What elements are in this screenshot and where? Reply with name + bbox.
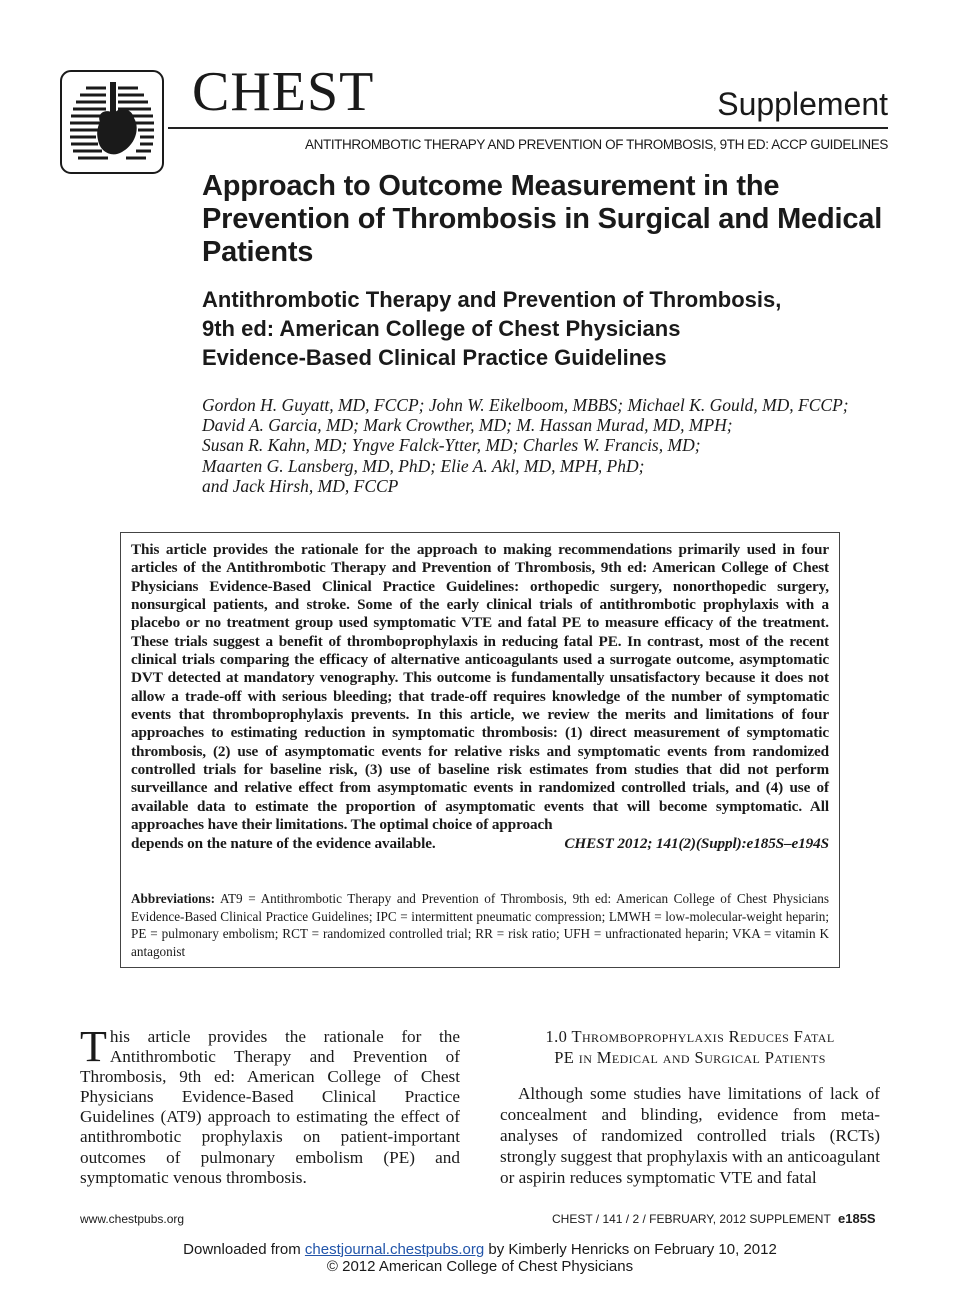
subtitle-line: Antithrombotic Therapy and Prevention of Thrombosis,: [202, 287, 782, 312]
footer-page-number: e185S: [838, 1211, 876, 1226]
author-line: David A. Garcia, MD; Mark Crowther, MD; M. Hassan Murad, MD, MPH;: [202, 415, 733, 436]
section-heading-line: 1.0 Thromboprophylaxis Reduces Fatal: [545, 1027, 835, 1046]
abstract-citation: CHEST 2012; 141(2)(Suppl):e185S–e194S: [564, 834, 829, 852]
download-notice: [0, 1241, 960, 1258]
author-list: [202, 395, 902, 496]
section-heading-line: PE in Medical and Surgical Patients: [554, 1047, 826, 1067]
journal-name: CHEST: [192, 61, 375, 123]
body-left-column: [80, 1022, 460, 1188]
abstract-last-text: depends on the nature of the evidence available.: [131, 834, 436, 852]
author-line: and Jack Hirsh, MD, FCCP: [202, 475, 399, 496]
footer-issue: CHEST / 141 / 2 / FEBRUARY, 2012 SUPPLEMENT: [552, 1212, 831, 1226]
abbreviations: [131, 890, 829, 960]
drop-cap: T: [80, 1022, 107, 1071]
author-line: Susan R. Kahn, MD; Yngve Falck-Ytter, MD; Charles W. Francis, MD;: [202, 435, 701, 456]
footer-url[interactable]: www.chestpubs.org: [80, 1212, 185, 1226]
abstract-last-line: [131, 835, 829, 853]
series-line: ANTITHROMBOTIC THERAPY AND PREVENTION OF THROMBOSIS, 9TH ED: ACCP GUIDELINES: [305, 137, 888, 152]
abstract: [131, 541, 829, 853]
copyright-notice: © 2012 American College of Chest Physicians: [326, 1258, 634, 1275]
download-link[interactable]: chestjournal.chestpubs.org: [304, 1241, 485, 1258]
intro-paragraph: his article provides the rationale for the Antithrombotic Therapy and Prevention of Thrombosis, 9th ed: American College of Chest Physicians Evidence-Based Clinical Practice Guidelines (AT9) approach to estimating the effect of antithrombotic prophylaxis on patient-important outcomes of pulmonary embolism (PE) and symptomatic venous thrombosis.: [80, 1027, 460, 1187]
abbreviations-text: AT9 = Antithrombotic Therapy and Prevention of Thrombosis, 9th ed: American College of Chest Physicians Evidence-Based Clinical Practice Guidelines; IPC = intermittent pneumatic compression; LMWH = low-molecular-weight heparin; PE = pulmonary embolism; RCT = randomized controlled trial; RR = risk ratio; UFH = unfractionated heparin; VKA = vitamin K antagonist: [131, 891, 829, 959]
article-title: Approach to Outcome Measurement in the Prevention of Thrombosis in Surgical and Medical Patients: [202, 170, 883, 268]
download-prefix: Downloaded from: [183, 1241, 301, 1258]
download-suffix: by Kimberly Henricks on February 10, 2012: [488, 1241, 777, 1258]
subtitle-line: Evidence-Based Clinical Practice Guidelines: [202, 345, 667, 370]
article-subtitle: [202, 285, 902, 372]
supplement-label: Supplement: [717, 86, 888, 122]
header-rule: [168, 127, 888, 129]
chest-lungs-heart-logo-icon: [60, 70, 164, 174]
abstract-body: This article provides the rationale for the approach to making recommendations primarily used in four articles of the Antithrombotic Therapy and Prevention of Thrombosis, 9th ed: American College of Chest Physicians Evidence-Based Clinical Practice Guidelines: orthopedic surgery, nonorthopedic surgery, nonsurgical patients, and stroke. Some of the early clinical trials of antithrombotic prophylaxis with a placebo or no treatment group used symptomatic VTE and fatal PE to measure efficacy of the treatment. These trials suggest a benefit of thromboprophylaxis in reducing fatal PE. In contrast, most of the recent clinical trials comparing the efficacy of alternative anticoagulants used a surrogate outcome, asymptomatic DVT detected at mandatory venography. This outcome is fundamentally unsatisfactory because it does not allow a trade-off with serious bleeding; that trade-off requires knowledge of the number of symptomatic events that thromboprophylaxis prevents. In this article, we review the merits and limitations of four approaches to estimating reduction in symptomatic thrombosis: (1) direct measurement of symptomatic thrombosis, (2) use of asymptomatic events for relative risks and symptomatic events from randomized controlled trials for baseline risk, (3) use of baseline risk estimates from studies that did not perform surveillance and relative effect from asymptomatic events in randomized controlled trials, and (4) use of available data to estimate the proportion of asymptomatic events that will become symptomatic. All approaches have their limitations. The optimal choice of approach: [131, 541, 829, 834]
section-heading: [500, 1027, 880, 1068]
author-line: Maarten G. Lansberg, MD, PhD; Elie A. Akl, MD, MPH, PhD;: [202, 455, 645, 476]
subtitle-line: 9th ed: American College of Chest Physicians: [202, 316, 681, 341]
body-right-column: Although some studies have limitations of lack of concealment and blinding, evidence from meta-analyses of randomized controlled trials (RCTs) strongly suggest that prophylaxis with an anticoagulant or aspirin reduces symptomatic VTE and fatal: [500, 1084, 880, 1187]
author-line: Gordon H. Guyatt, MD, FCCP; John W. Eikelboom, MBBS; Michael K. Gould, MD, FCCP;: [202, 395, 849, 415]
abbreviations-label: Abbreviations:: [131, 891, 216, 906]
